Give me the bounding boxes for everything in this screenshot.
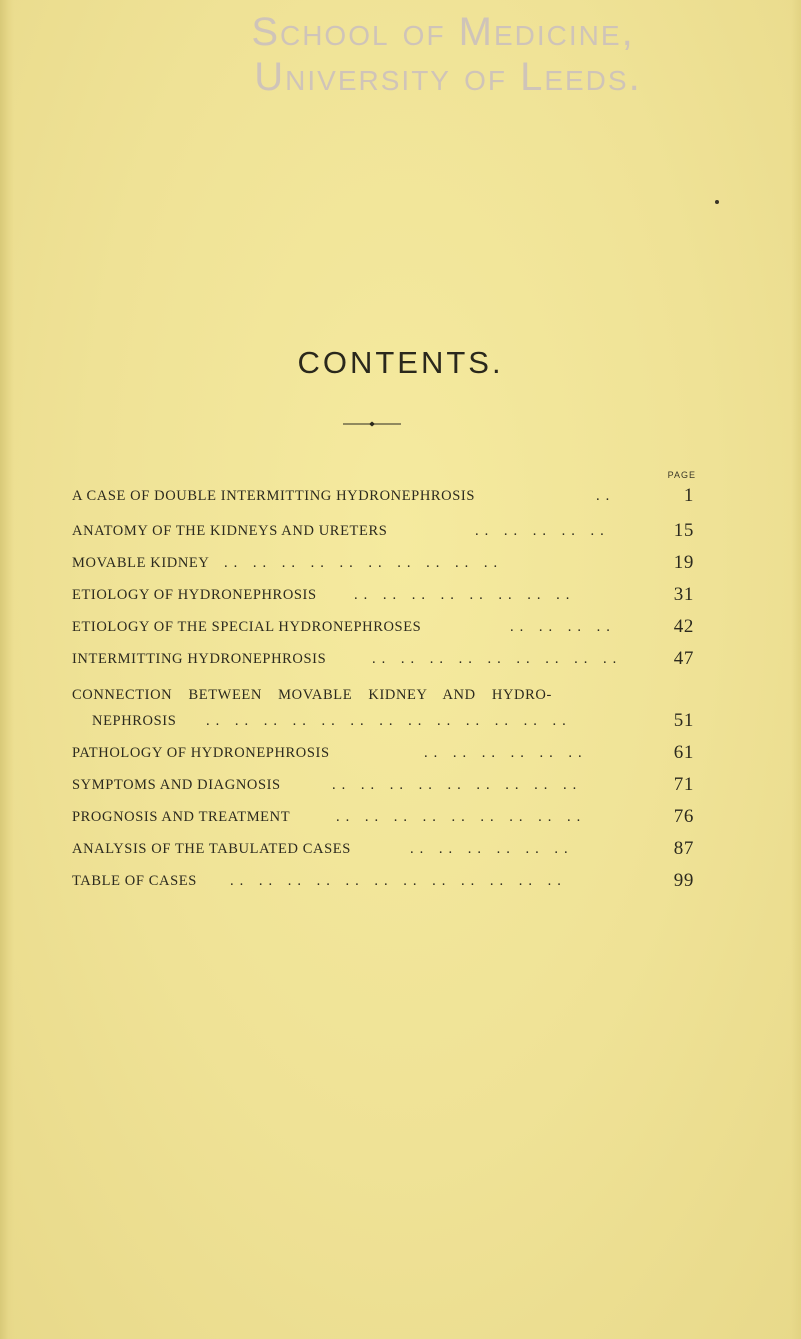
toc-entry-title: ETIOLOGY OF THE SPECIAL HYDRONEPHROSES [72, 619, 422, 635]
toc-entry [72, 801, 694, 833]
page-title: CONTENTS. [297, 345, 504, 380]
toc-entry-title: INTERMITTING HYDRONEPHROSIS [72, 651, 327, 667]
toc-entry-title: ANALYSIS OF THE TABULATED CASES [72, 841, 351, 857]
leader-dots: .. .. .. .. .. .. .. .. .. [336, 809, 587, 825]
toc-entry-page: 47 [673, 648, 694, 669]
toc-entry-page: 19 [673, 552, 694, 573]
toc-entry-page: 71 [673, 774, 694, 795]
ink-speck [715, 200, 719, 204]
divider-ornament-icon [343, 420, 401, 428]
toc-entry [72, 833, 694, 865]
toc-entry-title: PROGNOSIS AND TREATMENT [72, 809, 291, 825]
toc-entry-title: PATHOLOGY OF HYDRONEPHROSIS [72, 745, 330, 761]
toc-entry-title: ETIOLOGY OF HYDRONEPHROSIS [72, 587, 317, 603]
toc-entry [72, 579, 694, 611]
page-right-edge-shadow [791, 0, 801, 1339]
leader-dots: .. .. .. .. .. [475, 523, 610, 539]
leader-dots: .. .. .. .. .. .. .. .. .. .. .. .. [230, 873, 567, 889]
toc-entry [72, 643, 694, 675]
toc-entry [72, 705, 694, 737]
toc-entry-page: 51 [673, 710, 694, 731]
toc-entry-page: 99 [673, 870, 694, 891]
toc-entry [72, 611, 694, 643]
leader-dots: .. .. .. .. .. .. .. .. .. [332, 777, 583, 793]
toc-entry-title: NEPHROSIS [92, 713, 177, 729]
toc-entry [72, 480, 694, 512]
leader-dots: .. .. .. .. .. .. .. .. .. .. [224, 555, 504, 571]
toc-entry-title: A CASE OF DOUBLE INTERMITTING HYDRONEPHROSIS [72, 488, 476, 504]
leader-dots: .. .. .. .. .. .. [424, 745, 588, 761]
table-of-contents [72, 480, 694, 897]
leader-dots: .. .. .. .. .. .. .. .. .. .. .. .. .. [206, 713, 572, 729]
toc-entry [72, 547, 694, 579]
toc-entry [72, 865, 694, 897]
leader-dots: .. .. .. .. .. .. .. .. .. [372, 651, 623, 667]
toc-entry-page: 76 [673, 806, 694, 827]
page-column-heading: PAGE [667, 470, 696, 480]
toc-entry-page: 87 [673, 838, 694, 859]
stamp-line-1: School of Medicine, [251, 10, 635, 54]
toc-entry-title: MOVABLE KIDNEY [72, 555, 210, 571]
leader-dots: .. [596, 488, 616, 504]
library-stamp-watermark [248, 10, 668, 100]
toc-entry-title: ANATOMY OF THE KIDNEYS AND URETERS [72, 523, 388, 539]
toc-entry-page: 42 [673, 616, 694, 637]
stamp-line-2: University of Leeds. [254, 55, 642, 99]
toc-entry-page: 1 [683, 485, 694, 506]
toc-entry-page: 61 [673, 742, 694, 763]
toc-entry-title: TABLE OF CASES [72, 873, 197, 889]
toc-entry [72, 737, 694, 769]
toc-entry [72, 515, 694, 547]
toc-entry-page: 15 [673, 520, 694, 541]
toc-entry-page: 31 [673, 584, 694, 605]
page-left-edge-shadow [0, 0, 14, 1339]
toc-entry-title: CONNECTION BETWEEN MOVABLE KIDNEY AND HYDRO- [72, 687, 552, 703]
leader-dots: .. .. .. .. [510, 619, 616, 635]
leader-dots: .. .. .. .. .. .. .. .. [354, 587, 576, 603]
toc-entry [72, 769, 694, 801]
toc-entry-title: SYMPTOMS AND DIAGNOSIS [72, 777, 281, 793]
leader-dots: .. .. .. .. .. .. [410, 841, 574, 857]
